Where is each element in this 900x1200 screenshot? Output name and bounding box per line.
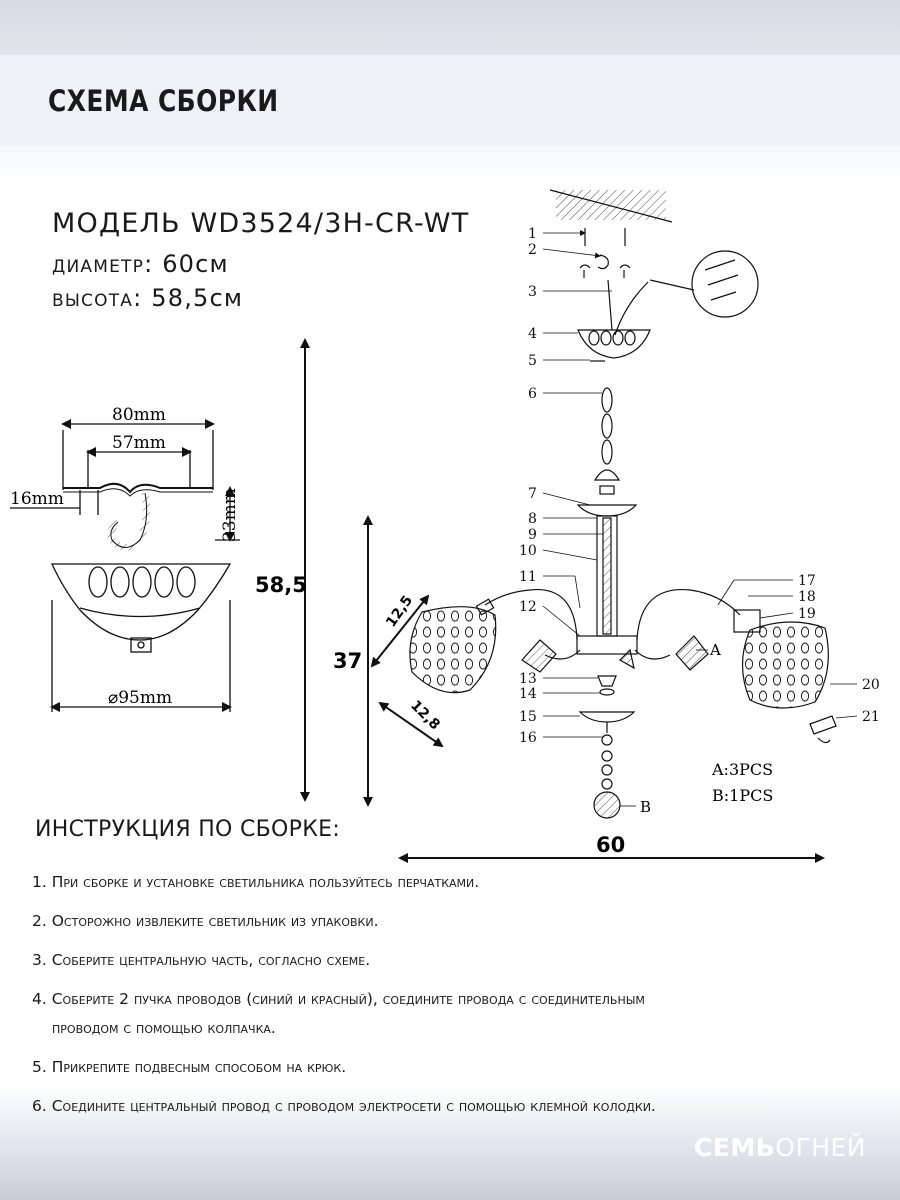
body-height-label: 37 [333, 649, 363, 673]
part-label-7: 7 [528, 486, 537, 502]
instruction-step: 2. Осторожно извлеките светильник из упаковки. [32, 912, 379, 930]
part-label-9: 9 [528, 527, 537, 543]
diameter-label: диаметр: [52, 250, 154, 278]
part-label-1: 1 [528, 226, 537, 242]
shade-dim-a: 12,5 [383, 592, 417, 631]
part-label-12: 12 [519, 599, 537, 615]
chandelier-drawing [410, 190, 857, 818]
part-label-5: 5 [528, 353, 537, 369]
instruction-list [32, 870, 892, 1133]
part-label-18: 18 [798, 589, 816, 605]
instruction-step-continuation: проводом с помощью колпачка. [52, 1019, 276, 1037]
canopy-diameter: ⌀95mm [108, 688, 173, 708]
page-title: СХЕМА СБОРКИ [48, 84, 279, 118]
callout-a: A [710, 641, 721, 659]
mount-hook-height: 33mm [220, 488, 240, 542]
mount-width-inner: 57mm [112, 433, 166, 453]
part-label-17: 17 [798, 573, 816, 589]
part-label-6: 6 [528, 386, 537, 402]
part-label-13: 13 [519, 671, 537, 687]
callout-b-qty: B:1PCS [712, 786, 774, 805]
brand-logo [694, 1133, 866, 1162]
mount-detail [10, 424, 240, 712]
part-label-16: 16 [519, 730, 537, 746]
part-label-8: 8 [528, 511, 537, 527]
height-value: 58,5см [151, 284, 244, 312]
part-label-4: 4 [528, 326, 537, 342]
mount-left-offset: 16mm [10, 489, 64, 509]
total-height-label: 58,5 [255, 573, 307, 597]
brand-bold: СЕМЬ [693, 1133, 776, 1162]
part-label-15: 15 [519, 709, 537, 725]
instruction-step: 6. Соедините центральный провод с проводом электросети с помощью клемной колодки. [32, 1097, 656, 1115]
part-label-21: 21 [862, 709, 880, 725]
mount-width-outer: 80mm [112, 405, 166, 425]
callout-a-qty: A:3PCS [712, 760, 774, 779]
brand-light: ОГНЕЙ [775, 1133, 866, 1162]
instruction-step: 4. Соберите 2 пучка проводов (синий и красный), соедините провода с соединительным [32, 990, 645, 1008]
instructions-title: ИНСТРУКЦИЯ ПО СБОРКЕ: [35, 817, 341, 842]
part-label-19: 19 [798, 606, 816, 622]
part-label-3: 3 [528, 284, 537, 300]
part-label-10: 10 [519, 543, 537, 559]
width-label: 60 [596, 833, 626, 857]
model-name: МОДЕЛЬ WD3524/3H-CR-WT [52, 208, 470, 239]
part-label-11: 11 [519, 569, 537, 585]
instruction-step: 1. При сборке и установке светильника пользуйтесь перчатками. [32, 873, 480, 891]
callout-b: B [640, 798, 652, 816]
instruction-step: 5. Прикрепите подвесным способом на крюк. [32, 1058, 347, 1076]
height-label: высота: [52, 284, 143, 312]
shade-dim-b: 12,8 [407, 697, 443, 734]
part-label-14: 14 [519, 686, 537, 702]
diameter-value: 60см [162, 250, 229, 278]
part-label-2: 2 [528, 242, 537, 258]
instruction-step: 3. Соберите центральную часть, согласно схеме. [32, 951, 371, 969]
part-label-20: 20 [862, 677, 880, 693]
